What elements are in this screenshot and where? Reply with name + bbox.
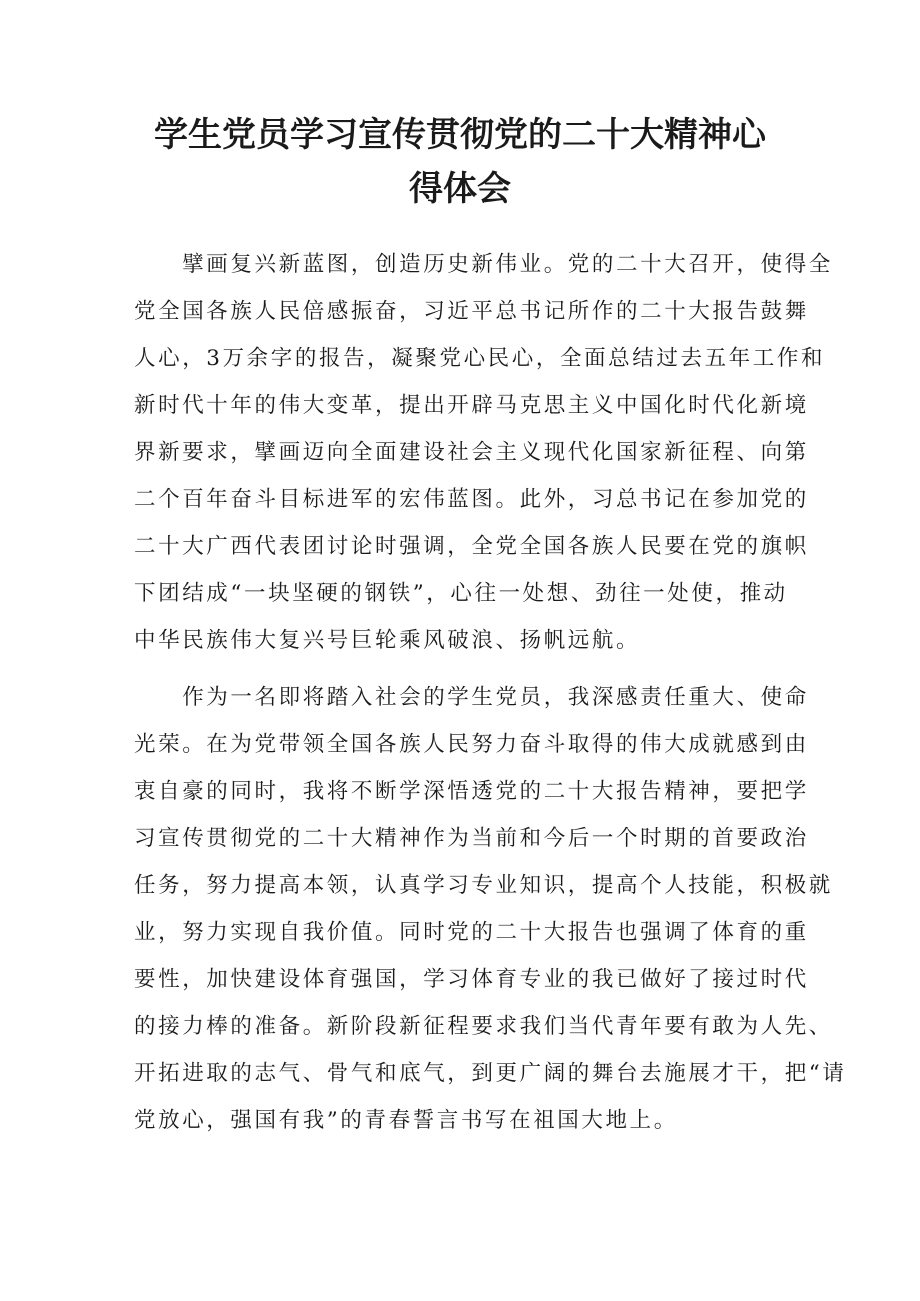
paragraph-2 — [134, 674, 847, 1144]
paragraph-line: 党放心，强国有我”的青春誓言书写在祖国大地上。 — [134, 1108, 678, 1133]
paragraph-line: 业，努力实现自我价值。同时党的二十大报告也强调了体育的重 — [134, 920, 809, 945]
paragraph-1 — [134, 241, 833, 664]
paragraph-line: 新时代十年的伟大变革，提出开辟马克思主义中国化时代化新境 — [134, 393, 809, 418]
paragraph-line: 党全国各族人民倍感振奋，习近平总书记所作的二十大报告鼓舞 — [134, 299, 809, 324]
paragraph-line: 擘画复兴新蓝图，创造历史新伟业。党的二十大召开，使得全 — [134, 252, 833, 277]
paragraph-line: 的接力棒的准备。新阶段新征程要求我们当代青年要有敢为人先、 — [134, 1014, 833, 1039]
paragraph-line: 光荣。在为党带领全国各族人民努力奋斗取得的伟大成就感到由 — [134, 732, 809, 757]
paragraph-line: 任务，努力提高本领，认真学习专业知识，提高个人技能，积极就 — [134, 873, 833, 898]
paragraph-line: 人心，3万余字的报告，凝聚党心民心，全面总结过去五年工作和 — [134, 346, 826, 371]
paragraph-line: 开拓进取的志气、骨气和底气，到更广阔的舞台去施展才干，把“请 — [134, 1061, 847, 1086]
paragraph-line: 作为一名即将踏入社会的学生党员，我深感责任重大、使命 — [134, 685, 809, 710]
paragraph-line: 界新要求，擘画迈向全面建设社会主义现代化国家新征程、向第 — [134, 440, 809, 465]
paragraph-line: 二十大广西代表团讨论时强调，全党全国各族人民要在党的旗帜 — [134, 534, 809, 559]
paragraph-line: 习宣传贯彻党的二十大精神作为当前和今后一个时期的首要政治 — [134, 826, 809, 851]
page-title-line-2: 得体会 — [409, 169, 511, 209]
paragraph-line: 二个百年奋斗目标进军的宏伟蓝图。此外，习总书记在参加党的 — [134, 487, 809, 512]
paragraph-line: 中华民族伟大复兴号巨轮乘风破浪、扬帆远航。 — [134, 628, 641, 653]
paragraph-line: 下团结成“一块坚硬的钢铁”，心往一处想、劲往一处使，推动 — [134, 581, 788, 606]
paragraph-line: 要性，加快建设体育强国，学习体育专业的我已做好了接过时代 — [134, 967, 809, 992]
paragraph-line: 衷自豪的同时，我将不断学深悟透党的二十大报告精神，要把学 — [134, 779, 809, 804]
page-title-line-1: 学生党员学习宣传贯彻党的二十大精神心 — [154, 115, 766, 155]
